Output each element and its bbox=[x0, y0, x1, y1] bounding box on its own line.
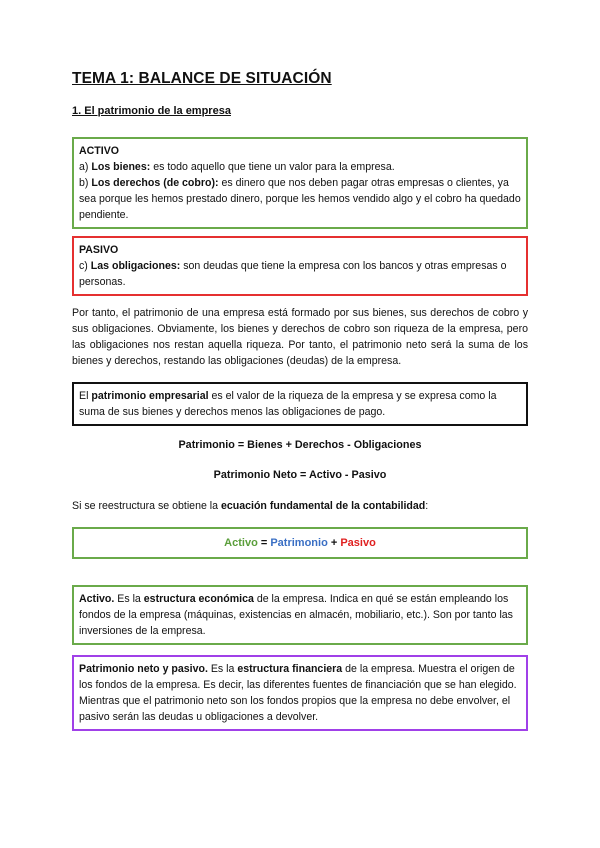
page-title: TEMA 1: BALANCE DE SITUACIÓN bbox=[72, 70, 332, 87]
pasivo-box bbox=[72, 236, 528, 296]
pasivo-heading: PASIVO bbox=[79, 244, 119, 256]
equation-pasivo: Pasivo bbox=[340, 537, 376, 549]
activo-heading: ACTIVO bbox=[79, 145, 120, 157]
definition-text: El patrimonio empresarial es el valor de la riqueza de la empresa y se expresa como la suma de sus bienes y derechos menos las obligaciones de pago. bbox=[79, 390, 497, 418]
activo-info-text: Activo. Es la estructura económica de la empresa. Indica en qué se están empleando los fondos de la empresa (máquinas, existencias en almacén, mobiliario, etc.). Son por tanto las inversiones de la empresa. bbox=[79, 593, 513, 637]
activo-item-a: a) Los bienes: es todo aquello que tiene un valor para la empresa. bbox=[79, 161, 395, 173]
definition-box bbox=[72, 382, 528, 426]
restructure-line: Si se reestructura se obtiene la ecuación fundamental de la contabilidad: bbox=[72, 500, 429, 512]
equation-plus: + bbox=[327, 537, 341, 549]
equation-patrimonio: Patrimonio bbox=[270, 537, 328, 549]
equation-activo: Activo bbox=[224, 537, 258, 549]
activo-item-b: b) Los derechos (de cobro): es dinero que nos deben pagar otras empresas o clientes, ya sea porque les hemos prestado dinero, porque les hemos vendido algo y el cobro ha quedado pendiente. bbox=[79, 177, 521, 221]
patrimonio-info-text: Patrimonio neto y pasivo. Es la estructura financiera de la empresa. Muestra el origen de los fondos de la empresa. Es decir, las diferentes fuentes de financiación que se han elegido. Mientras que el patrimonio neto son los fondos propios que la empresa no debe envolver, el pasivo serán las deudas u obligaciones a devolver. bbox=[79, 663, 517, 723]
equation-equals: = bbox=[257, 537, 271, 549]
equation-box bbox=[72, 527, 528, 559]
pasivo-item-c: c) Las obligaciones: son deudas que tiene la empresa con los bancos y otras empresas o personas. bbox=[79, 260, 507, 288]
patrimonio-paragraph: Por tanto, el patrimonio de una empresa está formado por sus bienes, sus derechos de cobro y sus obligaciones. Obviamente, los bienes y derechos de cobro son riqueza de la empresa, pero las obligaciones nos restan aquella riqueza. Por tanto, el patrimonio neto será la suma de los bienes y derechos, restando las obligaciones (deudas) de la empresa. bbox=[72, 307, 528, 367]
patrimonio-info-box bbox=[72, 655, 528, 731]
formula-patrimonio-neto: Patrimonio Neto = Activo - Pasivo bbox=[213, 469, 387, 481]
section-title: 1. El patrimonio de la empresa bbox=[72, 105, 231, 117]
formula-patrimonio: Patrimonio = Bienes + Derechos - Obligaciones bbox=[178, 439, 422, 451]
activo-info-box bbox=[72, 585, 528, 645]
activo-box bbox=[72, 137, 528, 229]
